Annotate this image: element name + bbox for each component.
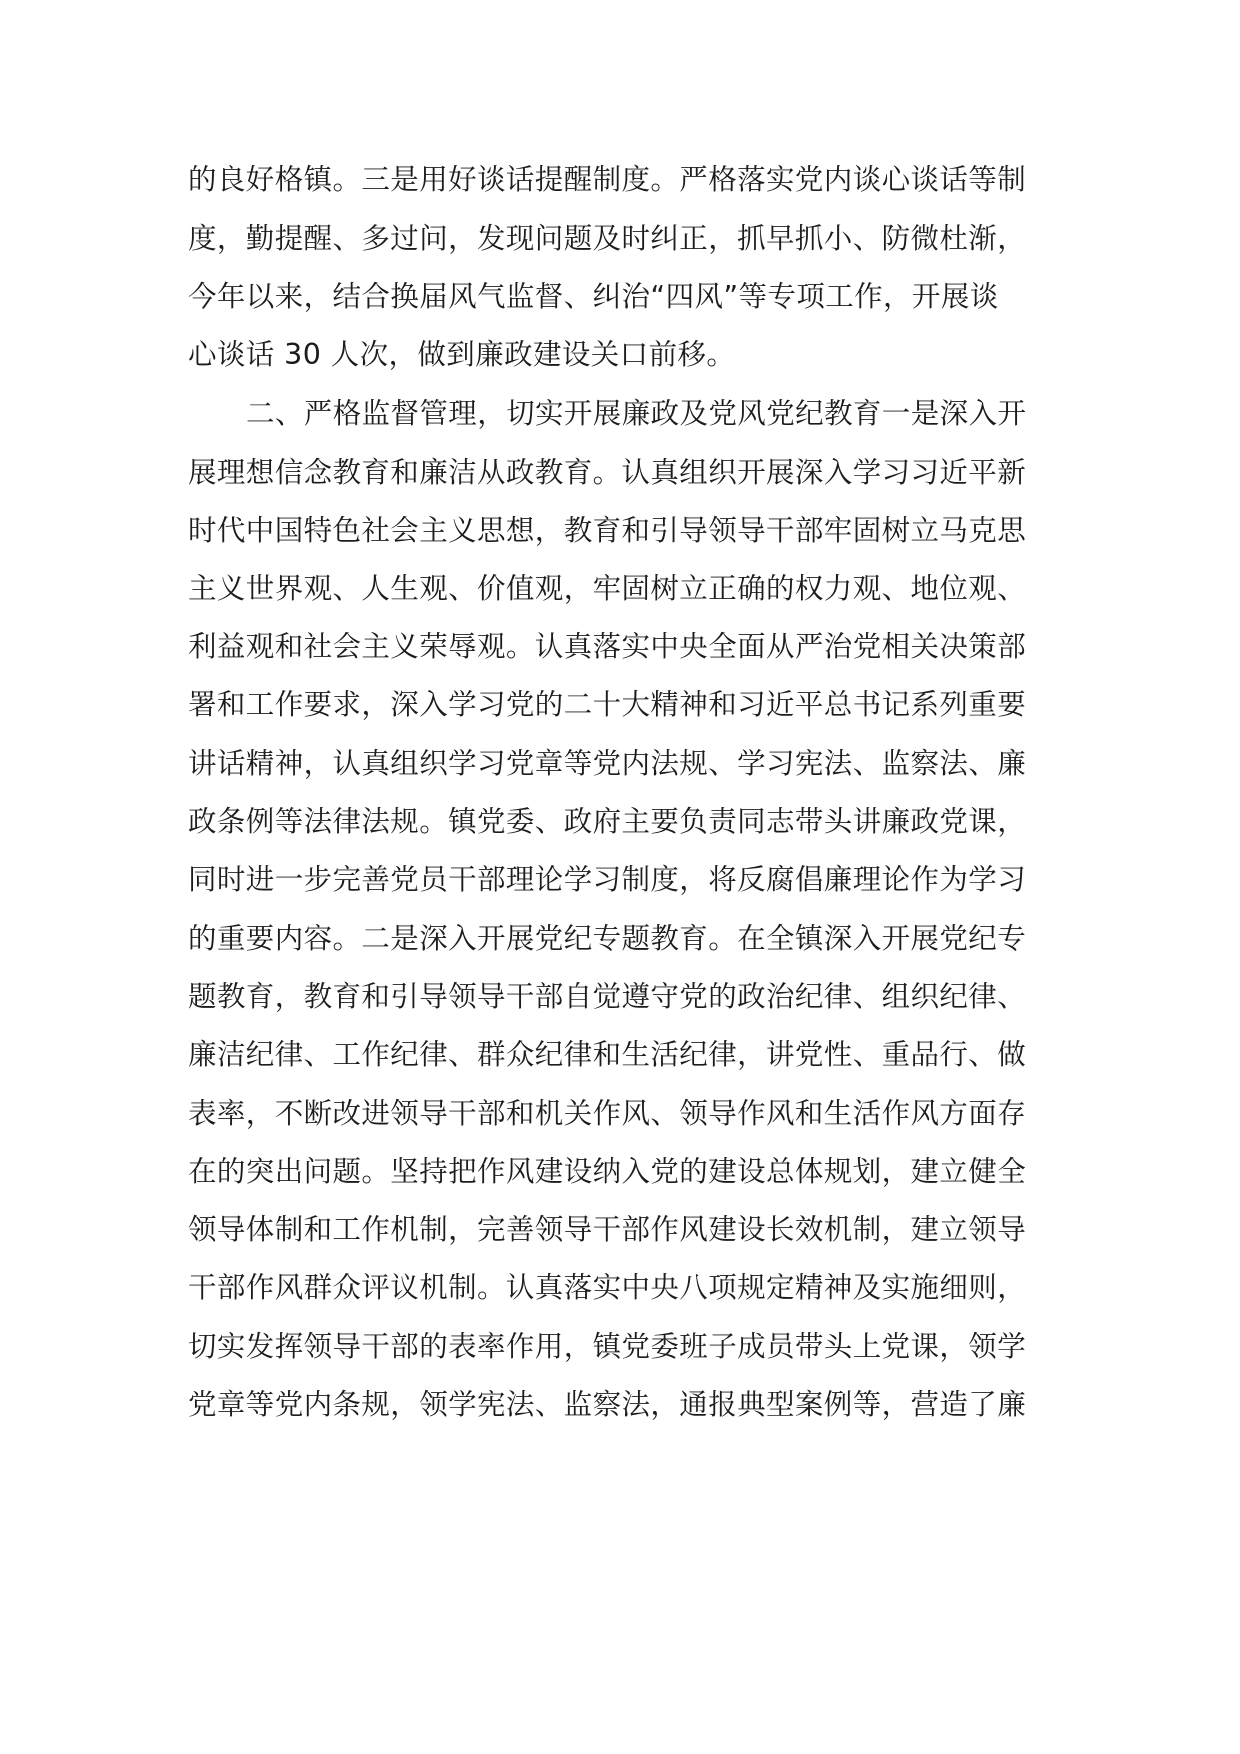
text-line: 讲话精神，认真组织学习党章等党内法规、学习宪法、监察法、廉 <box>188 747 1027 780</box>
text-line: 领导体制和工作机制，完善领导干部作风建设长效机制，建立领导 <box>188 1213 1027 1246</box>
text-line: 署和工作要求，深入学习党的二十大精神和习近平总书记系列重要 <box>188 688 1027 721</box>
text-line: 表率，不断改进领导干部和机关作风、领导作风和生活作风方面存 <box>188 1097 1027 1130</box>
text-line: 的良好格镇。三是用好谈话提醒制度。严格落实党内谈心谈话等制 <box>188 163 1027 196</box>
text-line: 政条例等法律法规。镇党委、政府主要负责同志带头讲廉政党课， <box>188 805 1027 838</box>
text-line: 今年以来，结合换届风气监督、纠治“四风”等专项工作，开展谈 <box>188 280 999 313</box>
text-line: 心谈话 30 人次，做到廉政建设关口前移。 <box>188 338 736 371</box>
text-line: 廉洁纪律、工作纪律、群众纪律和生活纪律，讲党性、重品行、做 <box>188 1038 1027 1071</box>
text-line: 度，勤提醒、多过问，发现问题及时纠正，抓早抓小、防微杜渐， <box>188 222 1027 255</box>
text-line: 党章等党内条规，领学宪法、监察法，通报典型案例等，营造了廉 <box>188 1388 1027 1421</box>
text-line: 展理想信念教育和廉洁从政教育。认真组织开展深入学习习近平新 <box>188 456 1027 489</box>
text-line: 切实发挥领导干部的表率作用，镇党委班子成员带头上党课，领学 <box>188 1330 1027 1363</box>
text-line: 题教育，教育和引导领导干部自觉遵守党的政治纪律、组织纪律、 <box>188 980 1027 1013</box>
text-line: 时代中国特色社会主义思想，教育和引导领导干部牢固树立马克思 <box>188 514 1027 547</box>
paragraph-first-line: 二、严格监督管理，切实开展廉政及党风党纪教育一是深入开 <box>246 397 1027 430</box>
text-line: 主义世界观、人生观、价值观，牢固树立正确的权力观、地位观、 <box>188 572 1027 605</box>
text-line: 干部作风群众评议机制。认真落实中央八项规定精神及实施细则， <box>188 1271 1027 1304</box>
text-line: 在的突出问题。坚持把作风建设纳入党的建设总体规划，建立健全 <box>188 1155 1027 1188</box>
text-line: 同时进一步完善党员干部理论学习制度，将反腐倡廉理论作为学习 <box>188 863 1027 896</box>
text-line: 的重要内容。二是深入开展党纪专题教育。在全镇深入开展党纪专 <box>188 922 1027 955</box>
text-line: 利益观和社会主义荣辱观。认真落实中央全面从严治党相关决策部 <box>188 630 1027 663</box>
